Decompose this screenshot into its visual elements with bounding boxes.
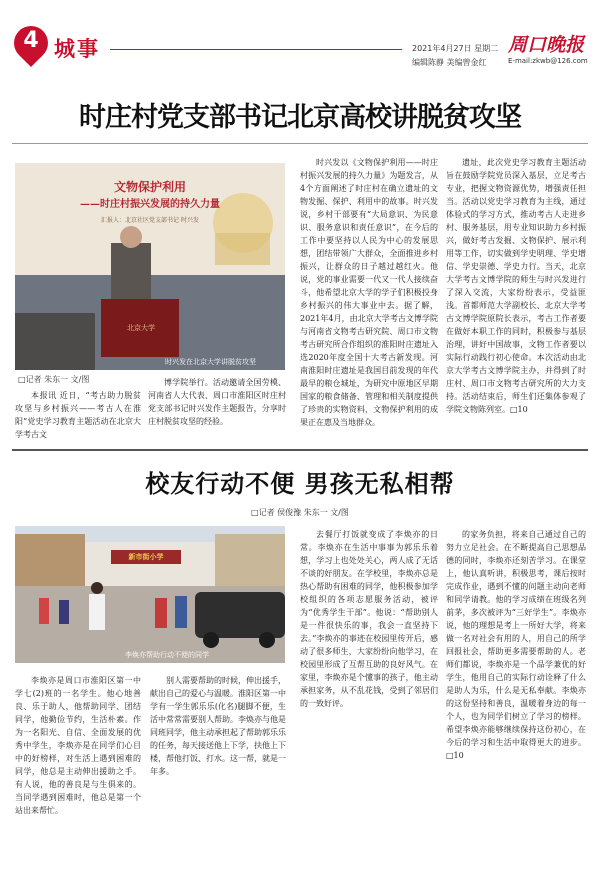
- story1-headline: 时庄村党支部书记北京高校讲脱贫攻坚: [79, 102, 521, 133]
- story1-byline: □记者 朱东一 文/图: [18, 375, 90, 384]
- photo-school-sign: 新市街小学: [128, 553, 164, 561]
- page-header: [0, 0, 600, 70]
- story2-headline: 校友行动不便 男孩无私相帮: [145, 469, 455, 498]
- story2-column-1: 李焕亦是周口市淮阳区第一中学七(2)班的一名学生。他心地善良、乐于助人，他帮助同学、团结同学，他勤俭节约，生活朴素。作为一名阳光、自信、全面发展的优秀中学生，李焕亦是在同学们心目中的好榜样，对生活上遇到困难的同学，他总是主动伸出援助之手。有人说，他的善良是与生俱来的。当同学遇到困难时，他总是第一个站出来帮忙。: [15, 676, 141, 815]
- story-divider: [12, 449, 588, 451]
- story1-photo-caption: 时兴发在北京大学讲脱贫攻坚: [165, 358, 256, 366]
- header-rule: [110, 49, 402, 50]
- headline-rule: [12, 143, 588, 144]
- section-title: 城事: [54, 36, 100, 61]
- story1-column-4: 遗址，此次党史学习教育主题活动旨在鼓励学院党员深入基层，立足考古专业，把握文物资源优势，增强责任担当。活动以党史学习教育为主线，通过体验式的学习方式，推动考古人走进乡村、服务基层，用专业知识助力乡村振兴，做好考古发掘、文物保护、展示利用等工作，切实做到学史明理、学史增信、学史崇德、学史力行。当天，北京大学考古文博学院的师生与时兴发进行了深入交流，大家纷纷表示，受益匪浅。首都师范大学副校长、北京大学考古文博学院原院长表示，考古工作者要在做好本职工作的同时，积极参与基层治理，讲好中国故事，文物工作者要以实际行动践行初心使命。本次活动由北京大学考古文博学院主办，并得到了时庄村、周口市文物考古研究所的大力支持。活动结束后，师生们还集体参观了学院文物陈列室。□10: [446, 158, 586, 414]
- newspaper-logo: 周口晚报: [508, 34, 585, 56]
- story2-photo-caption: 李焕亦帮助行动不便的同学: [125, 651, 209, 659]
- story2-column-2: 别人需要帮助的时候，伸出援手，献出自己的爱心与温暖。淮阳区第一中学有一学生郭乐乐(化名)腿脚不便，生活中常常需要别人帮助。李焕亦与他是同班同学，他主动承担起了帮助郭乐乐的任务，每天接送他上下学，扶他上下楼，帮他打饭、打水。这一帮，就是一年多。: [150, 676, 286, 776]
- story1-photo: [15, 163, 285, 370]
- story2-photo: [15, 526, 285, 663]
- story1-column-2: 博学院举行。活动邀请全国劳模、河南省人大代表、周口市淮阳区时庄村党支部书记时兴发作主题报告，分享时庄村脱贫攻坚的经验。: [148, 378, 286, 426]
- story1-column-3: 时兴发以《文物保护利用——时庄村振兴发展的持久力量》为题发言，从4个方面阐述了时庄村在确立遗址的文物发掘、保护、利用中的故事。时兴发说，乡村干部要有“大局意识、为民意识、服务意识和责任意识”，在今后的工作中要坚持以人民为中心的发展思想，团结带领广大群众，全面推进乡村振兴，让群众的日子越过越红火。他说，党的事业需要一代又一代人接续奋斗，他希望北京大学的学子们积极投身乡村振兴的伟大事业中去。据了解，2021年4月，由北京大学考古文博学院与河南省文物考古研究院、周口市文物考古研究所合作组织的淮阳时庄遗址入选2020年度全国十大考古新发现。河南淮阳时庄遗址是我国目前发现的年代最早的粮仓城址，为研究中原地区早期国家的粮食储备、管理和相关制度提供了珍贵的实物资料，文物保护利用的成果正在惠及当地群众。: [300, 158, 438, 427]
- date-line: 2021年4月27日 星期二: [412, 44, 499, 53]
- photo-banner-line1: 文物保护利用: [113, 180, 186, 194]
- contact-email: E-mail:zkwb@126.com: [508, 57, 588, 65]
- story1-column-1: 本报讯 近日，“考古助力脱贫攻坚与乡村振兴——考古人在淮阳”党史学习教育主题活动在北京大学考古文: [15, 391, 141, 439]
- photo-banner-line3: 汇报人：北京社区党支部书记 时兴发: [101, 217, 199, 224]
- story2-byline: □记者 侯俊豫 朱东一 文/图: [251, 508, 349, 517]
- page-number: 4: [23, 28, 39, 53]
- photo-banner-line2: ——时庄村振兴发展的持久力量: [80, 199, 220, 210]
- editors-line: 编辑陈静 美编曾金红: [412, 58, 487, 67]
- schoolyard-scene: [15, 526, 285, 663]
- lectern-text: 北京大学: [127, 324, 155, 332]
- story2-column-4: 的家务负担，将来自己通过自己的努力立足社会。在不断提高自己思想品德的同时，李焕亦还刻苦学习。在课堂上，他认真听讲，积极思考，课后按时完成作业，遇到不懂的问题主动向老师和同学请教。他的学习成绩在班级名列前茅，多次被评为“三好学生”。李焕亦说，他的理想是考上一所好大学，将来做一名对社会有用的人，用自己的所学回报社会，帮助更多需要帮助的人。老师们都说，李焕亦是一个品学兼优的好学生，他用自己的实际行动诠释了什么是助人为乐，什么是无私奉献。李焕亦的这份坚持和善良，温暖着身边的每一个人，也为同学们树立了学习的榜样。希望李焕亦能够继续保持这份初心，在今后的学习和生活中取得更大的进步。□10: [446, 530, 586, 760]
- story2-column-3: 去餐厅打饭就变成了李焕亦的日常。李焕亦在生活中事事为郭乐乐着想，学习上也处处关心，两人成了无话不谈的好朋友。在学校里，李焕亦总是热心帮助有困难的同学，他积极参加学校组织的各项志愿服务活动，被评为“优秀学生干部”。他说：“帮助别人是一件很快乐的事，我会一直坚持下去。”李焕亦的事迹在校园里传开后，感动了很多师生，大家纷纷向他学习，在校园里形成了互帮互助的良好风气。在家里，李焕亦是个懂事的孩子，他主动承担家务，从不乱花钱，受到了邻居们的一致好评。: [300, 530, 438, 708]
